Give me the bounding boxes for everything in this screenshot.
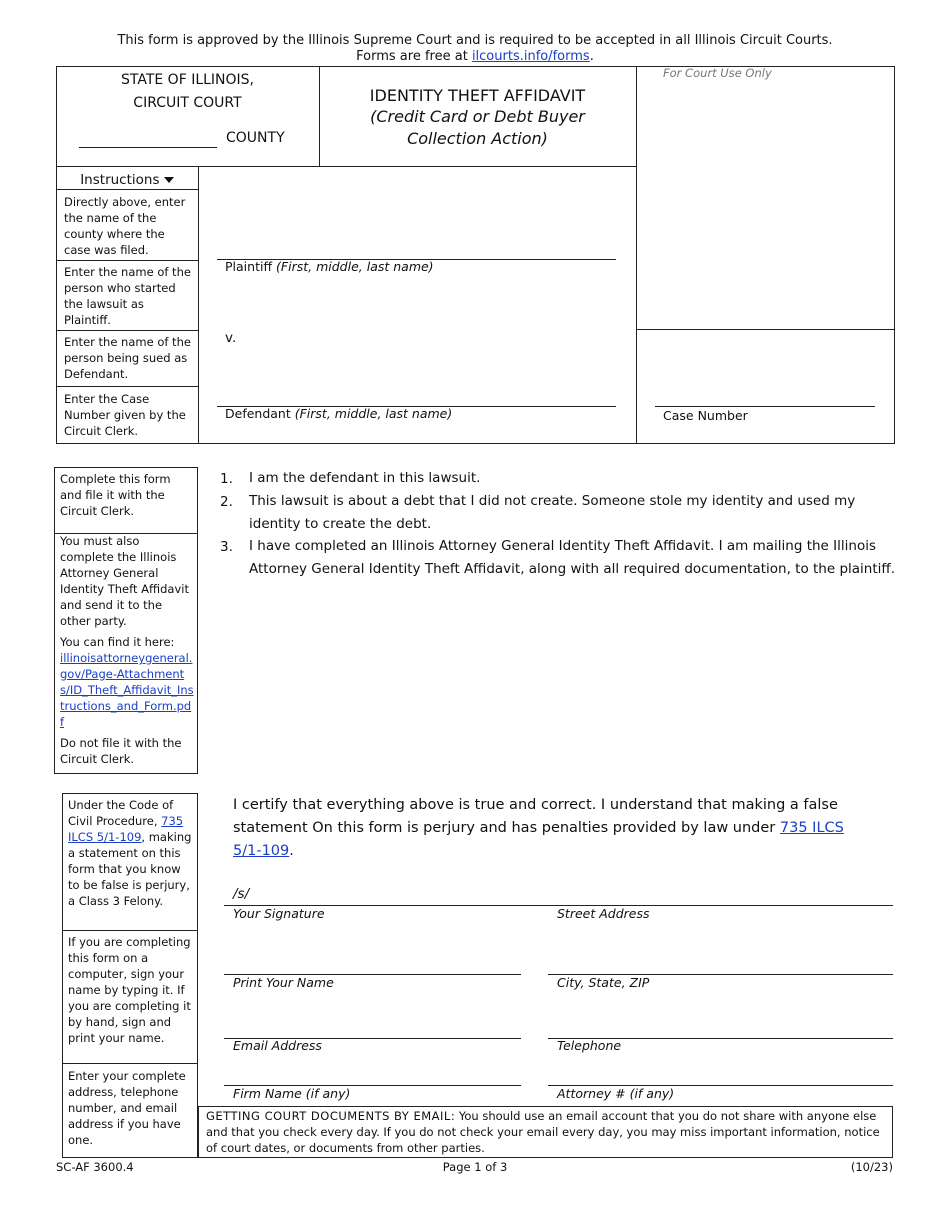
perjury-statute-link[interactable]: 735 ILCS 5/1-109 xyxy=(68,814,184,844)
county-field[interactable] xyxy=(79,147,217,148)
telephone-label: Telephone xyxy=(557,1038,622,1053)
print-name-label: Print Your Name xyxy=(233,975,334,990)
instr-do-not-file: Do not file it with the Circuit Clerk. xyxy=(60,736,182,766)
statement-1: I am the defendant in this lawsuit. xyxy=(249,470,481,486)
ag-affidavit-link[interactable]: illinoisattorneygeneral.gov/Page-Attachments/ID_Theft_Affidavit_Instructions_and_Form.pdf xyxy=(60,651,194,729)
certification-statute-link[interactable]: 735 ILCS 5/1-109 xyxy=(233,820,844,859)
statement-3-number: 3. xyxy=(220,539,233,555)
approval-line: This form is approved by the Illinois Supreme Court and is required to be accepted in all Illinois Circuit Courts. xyxy=(117,33,833,48)
instructions-header[interactable]: Instructions xyxy=(56,172,198,188)
your-signature-label: Your Signature xyxy=(233,906,325,921)
statement-2: This lawsuit is about a debt that I did not create. Someone stole my identity and used my identity to create the debt. xyxy=(249,493,856,532)
email-label: Email Address xyxy=(233,1038,322,1053)
instr-must-also: You must also complete the Illinois Attorney General Identity Theft Affidavit and send it to the other party. xyxy=(60,534,189,628)
court-label: CIRCUIT COURT xyxy=(133,95,242,111)
instr-case-number: Enter the Case Number given by the Circuit Clerk. xyxy=(64,392,186,438)
versus-label: v. xyxy=(225,330,237,346)
statement-1-number: 1. xyxy=(220,471,233,487)
instr-find-here: You can find it here: xyxy=(60,635,175,649)
email-notice: GETTING COURT DOCUMENTS BY EMAIL: You should use an email account that you do not share with anyone else and that you check every day. If you do not check your email every day, you may miss important information, notice of court dates, or documents from other parties. xyxy=(206,1109,880,1155)
state-label: STATE OF ILLINOIS, xyxy=(120,72,255,88)
ilcourts-link[interactable]: ilcourts.info/forms xyxy=(471,49,590,64)
county-label: COUNTY xyxy=(226,130,285,146)
form-date: (10/23) xyxy=(850,1160,893,1174)
instr-county: Directly above, enter the name of the county where the case was filed. xyxy=(64,195,186,257)
statement-2-number: 2. xyxy=(220,494,233,510)
defendant-label: Defendant (First, middle, last name) xyxy=(225,406,453,421)
approval-notice xyxy=(0,33,950,65)
firm-name-label: Firm Name (if any) xyxy=(233,1086,351,1101)
email-notice-heading: GETTING COURT DOCUMENTS BY EMAIL: xyxy=(206,1109,456,1123)
instr-perjury: Under the Code of Civil Procedure, 735 ILCS 5/1-109, making a statement on this form that you know to be false is perjury, a Class 3 Felony. xyxy=(68,798,192,908)
case-number-label: Case Number xyxy=(663,408,748,423)
instr-signing: If you are completing this form on a computer, sign your name by typing it. If you are completing it by hand, sign and print your name. xyxy=(68,935,191,1045)
signature-value[interactable]: /s/ xyxy=(233,886,250,902)
instr-defendant: Enter the name of the person being sued as Defendant. xyxy=(64,335,191,381)
court-use-label: For Court Use Only xyxy=(663,66,772,80)
page-number: Page 1 of 3 xyxy=(442,1160,508,1174)
instr-plaintiff: Enter the name of the person who started the lawsuit as Plaintiff. xyxy=(64,265,191,327)
case-number-field[interactable] xyxy=(655,406,875,407)
street-address-label: Street Address xyxy=(557,906,650,921)
statement-3: I have completed an Illinois Attorney General Identity Theft Affidavit. I am mailing the Illinois Attorney General Identity Theft Affidavit, along with all required documentation, to the plaintiff. xyxy=(249,538,895,577)
triangle-down-icon xyxy=(164,177,174,183)
instr-address: Enter your complete address, telephone number, and email address if you have one. xyxy=(68,1069,186,1147)
plaintiff-label: Plaintiff (First, middle, last name) xyxy=(225,259,434,274)
form-id: SC-AF 3600.4 xyxy=(56,1160,134,1174)
certification-text: I certify that everything above is true and correct. I understand that making a false statement On this form is perjury and has penalties provided by law under 735 ILCS 5/1-109. xyxy=(233,797,844,859)
attorney-number-label: Attorney # (if any) xyxy=(557,1086,675,1101)
form-title: IDENTITY THEFT AFFIDAVIT xyxy=(369,86,586,105)
instr-complete-file: Complete this form and file it with the Circuit Clerk. xyxy=(60,472,171,518)
city-state-zip-label: City, State, ZIP xyxy=(557,975,650,990)
forms-free-line: Forms are free at ilcourts.info/forms. xyxy=(356,49,594,64)
form-subtitle: (Credit Card or Debt Buyer Collection Action) xyxy=(370,107,585,148)
